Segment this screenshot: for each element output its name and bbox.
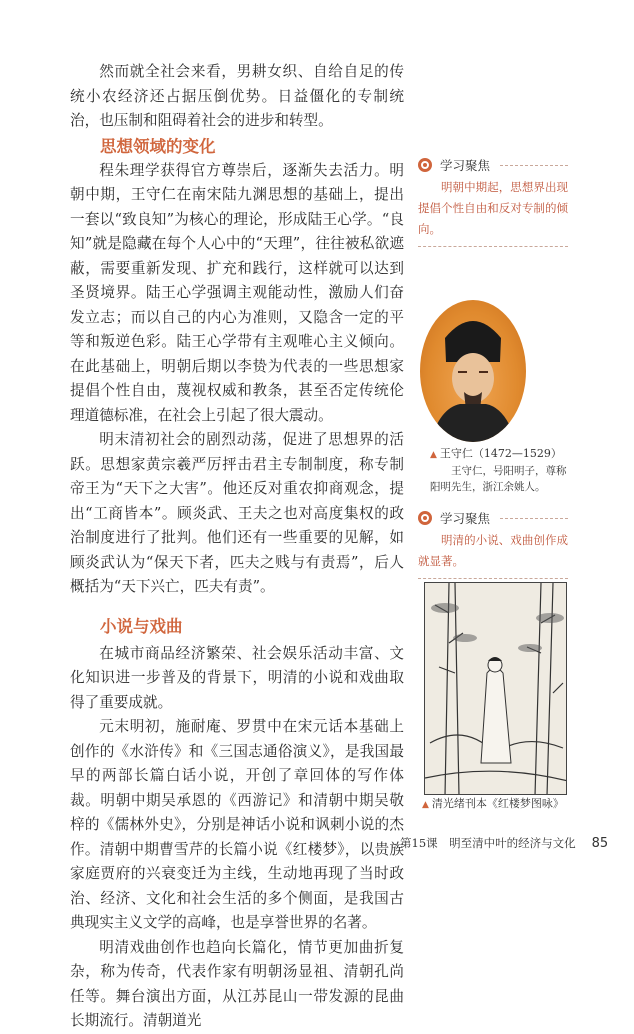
triangle-marker-icon: ▲	[430, 450, 437, 460]
divider	[418, 578, 568, 579]
paragraph: 然而就全社会来看，男耕女织、自给自足的传统小农经济还占据压倒优势。日益僵化的专制统治，也压制和阻碍着社会的进步和转型。	[70, 63, 404, 129]
dream-of-red-chamber-illustration	[424, 582, 567, 795]
section-heading-thought: 思想领域的变化	[100, 136, 216, 156]
focus-target-icon	[418, 511, 432, 525]
focus-title: 学习聚焦	[440, 158, 491, 173]
caption-title: 王守仁（1472—1529）	[439, 447, 562, 460]
section-heading-novels-opera: 小说与戏曲	[100, 616, 183, 636]
lesson-title: 第15课 明至清中叶的经济与文化	[400, 836, 576, 850]
caption-text: 王守仁，号阳明子，尊称阳明先生，浙江余姚人。	[430, 465, 567, 493]
divider	[418, 246, 568, 247]
wang-shouren-portrait	[420, 300, 526, 442]
triangle-marker-icon: ▲	[422, 800, 429, 810]
painting-caption	[422, 796, 564, 813]
page-number: 85	[591, 836, 609, 851]
divider	[500, 518, 568, 519]
focus-text: 明朝中期起，思想界出现提倡个性自由和反对专制的倾向。	[418, 180, 568, 236]
main-text-column	[70, 60, 404, 1034]
study-focus-box-2	[418, 508, 568, 579]
focus-title: 学习聚焦	[440, 511, 491, 526]
paragraph: 在城市商品经济繁荣、社会娱乐活动丰富、文化知识进一步普及的背景下，明清的小说和戏曲取得了重要成就。	[70, 644, 404, 711]
focus-target-icon	[418, 158, 432, 172]
paragraph: 元末明初，施耐庵、罗贯中在宋元话本基础上创作的《水浒传》和《三国志通俗演义》，是我国最早的两部长篇白话小说，开创了章回体的写作体裁。明朝中期吴承恩的《西游记》和清朝中期吴敬梓的《儒林外史》，分别是神话小说和讽刺小说的杰作。清朝中期曹雪芹的长篇小说《红楼梦》，以贵族家庭贾府的兴衰变迁为主线，生动地再现了当时政治、经济、文化和社会生活的多个侧面，是我国古典现实主义文学的高峰，也是享誉世界的名著。	[70, 718, 404, 931]
page-footer	[400, 835, 608, 851]
paragraph: 明末清初社会的剧烈动荡，促进了思想界的活跃。思想家黄宗羲严厉抨击君主专制制度，称专制帝王为“天下之大害”。他还反对重农抑商观念，提出“工商皆本”。顾炎武、王夫之也对高度集权的政治制度进行了批判。他们还有一些重要的见解，如顾炎武认为“保天下者，匹夫之贱与有责焉”，后人概括为“天下兴亡，匹夫有责”。	[70, 431, 404, 595]
caption-title: 清光绪刊本《红楼梦图咏》	[431, 797, 564, 810]
paragraph: 程朱理学获得官方尊崇后，逐渐失去活力。明朝中期，王守仁在南宋陆九渊思想的基础上，提出一套以“致良知”为核心的理论，形成陆王心学。“良知”就是隐藏在每个人心中的“天理”，往往被私欲遮蔽，需要重新发现、扩充和践行，这样就可以达到圣贤境界。陆王心学强调主观能动性，激励人们奋发立志；而以自己的内心为准则，又隐含一定的平等和叛逆色彩。陆王心学带有主观唯心主义倾向。在此基础上，明朝后期以李贽为代表的一些思想家提倡个性自由，蔑视权威和教条，甚至否定传统伦理道德标准，在社会上引起了很大震动。	[70, 161, 404, 424]
portrait-caption	[430, 446, 575, 495]
focus-text: 明清的小说、戏曲创作成就显著。	[418, 533, 568, 568]
study-focus-box-1	[418, 155, 568, 247]
divider	[500, 165, 568, 166]
paragraph: 明清戏曲创作也趋向长篇化，情节更加曲折复杂，称为传奇，代表作家有明朝汤显祖、清朝孔尚任等。舞台演出方面，从江苏昆山一带发源的昆曲长期流行。清朝道光	[70, 938, 404, 1029]
